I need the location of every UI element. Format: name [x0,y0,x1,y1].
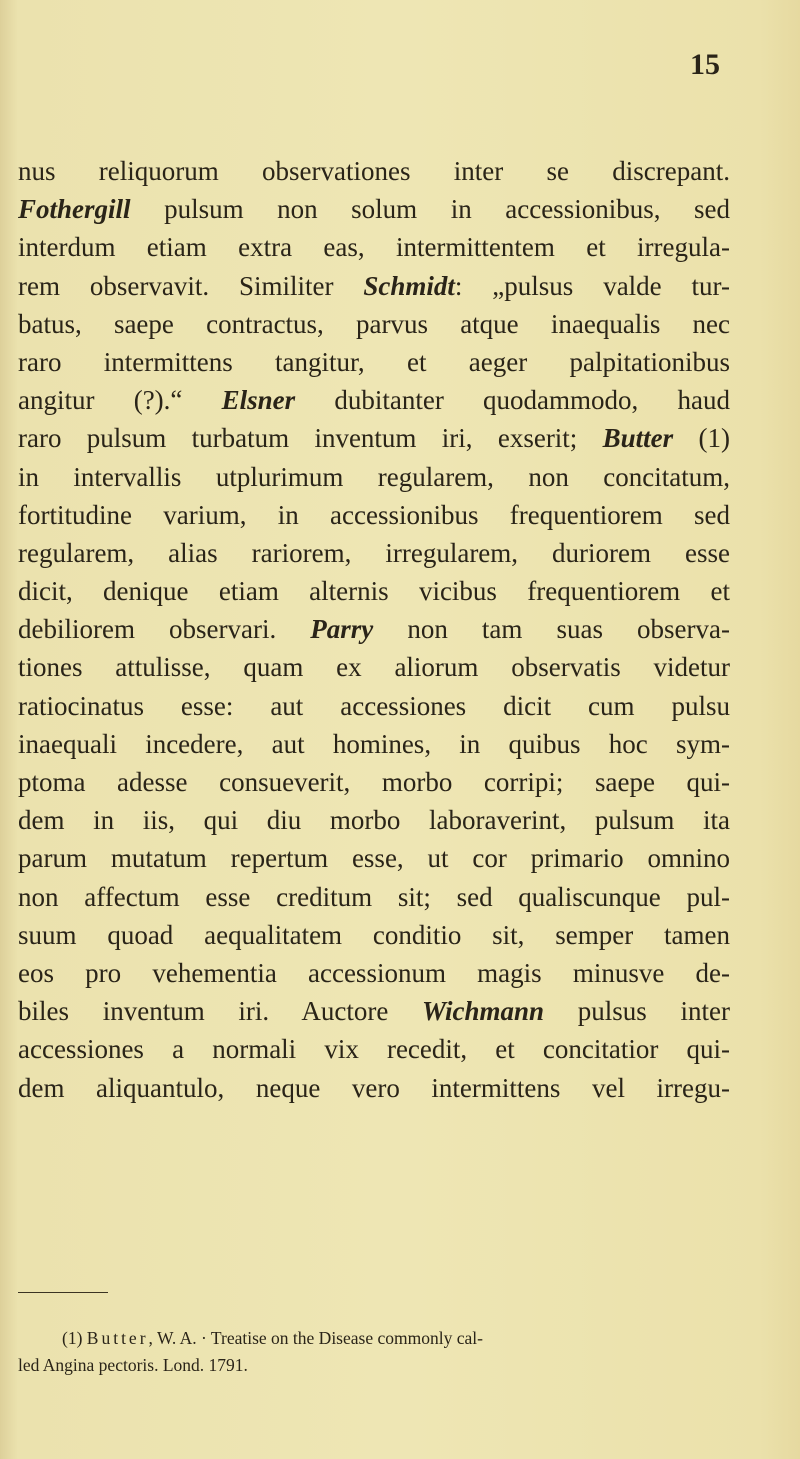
text-segment: suum quoad aequalitatem conditio sit, semper tamen [18,919,730,950]
text-segment: tiones attulisse, quam ex aliorum observatis videtur [18,652,730,683]
footnote-author: Butter [86,1328,149,1348]
text-segment: batus, saepe contractus, parvus atque inaequalis nec [18,308,730,339]
text-segment: angitur (?).“ [18,385,222,416]
text-line [18,610,730,648]
text-line [18,763,730,801]
text-line [18,992,730,1030]
footnote-line-2: led Angina pectoris. Lond. 1791. [18,1355,248,1375]
cited-author-name: Wichmann [422,996,545,1027]
text-line [18,687,730,725]
text-segment: non tam suas observa- [373,614,730,645]
text-line [18,190,730,228]
text-segment: dem aliquantulo, neque vero intermittens vel irregu- [18,1072,730,1103]
text-segment: ptoma adesse consueverit, morbo corripi; saepe qui- [18,767,730,797]
body-text [18,152,730,1107]
text-segment: dicit, denique etiam alternis vicibus frequentiorem et [18,576,730,607]
text-segment: regularem, alias rariorem, irregularem, duriorem esse [18,537,730,568]
text-line [18,954,730,992]
text-segment: accessiones a normali vix recedit, et concitatior qui- [18,1034,730,1065]
text-line [18,152,730,190]
text-line [18,916,730,954]
text-segment: non affectum esse creditum sit; sed qualiscunque pul- [18,881,730,912]
text-segment: raro pulsum turbatum inventum iri, exserit; [18,423,603,454]
text-line [18,839,730,877]
text-segment: eos pro vehementia accessionum magis minusve de- [18,957,730,988]
footnote-citation: , W. A. · Treatise on the Disease commonly cal- [148,1328,483,1348]
text-line [18,725,730,763]
cited-author-name: Butter [602,423,674,454]
text-segment: interdum etiam extra eas, intermittentem et irregula- [18,232,730,263]
text-segment: pulsus inter [544,996,730,1027]
text-line [18,534,730,572]
text-line [18,496,730,534]
text-segment: rem observavit. Similiter [18,270,364,301]
cited-author-name: Elsner [221,385,296,416]
text-line [18,305,730,343]
footnote-divider [18,1292,108,1293]
text-line [18,1069,730,1107]
text-segment: nus reliquorum observationes inter se discrepant. [18,156,730,186]
cited-author-name: Schmidt [363,270,455,301]
text-line [18,267,730,305]
text-line [18,878,730,916]
text-line [18,458,730,496]
text-segment: in intervallis utplurimum regularem, non concitatum, [18,461,730,492]
text-line [18,419,730,457]
text-segment: ratiocinatus esse: aut accessiones dicit cum pulsu [18,690,730,721]
page-number: 15 [690,48,720,81]
text-line [18,801,730,839]
footnote-marker: (1) [62,1328,83,1348]
text-segment: dubitanter quodammodo, haud [295,385,730,416]
text-segment: debiliorem observari. [18,614,311,645]
text-segment: dem in iis, qui diu morbo laboraverint, pulsum ita [18,805,730,836]
text-line [18,228,730,266]
text-segment: (1) [673,423,731,454]
text-line [18,648,730,686]
text-segment: pulsum non solum in accessionibus, sed [130,194,730,225]
text-segment: biles inventum iri. Auctore [18,996,423,1027]
footnotes [18,1325,730,1379]
text-line [18,343,730,381]
text-segment: inaequali incedere, aut homines, in quibus hoc sym- [18,728,730,759]
cited-author-name: Parry [310,614,374,645]
text-segment: parum mutatum repertum esse, ut cor primario omnino [18,843,730,874]
text-line [18,572,730,610]
text-line [18,1030,730,1068]
text-segment: raro intermittens tangitur, et aeger palpitationibus [18,346,730,377]
text-line [18,381,730,419]
cited-author-name: Fothergill [18,194,131,225]
footnote-line-1 [18,1325,730,1352]
text-segment: fortitudine varium, in accessionibus frequentiorem sed [18,499,730,530]
text-segment: : „pulsus valde tur- [454,270,730,301]
